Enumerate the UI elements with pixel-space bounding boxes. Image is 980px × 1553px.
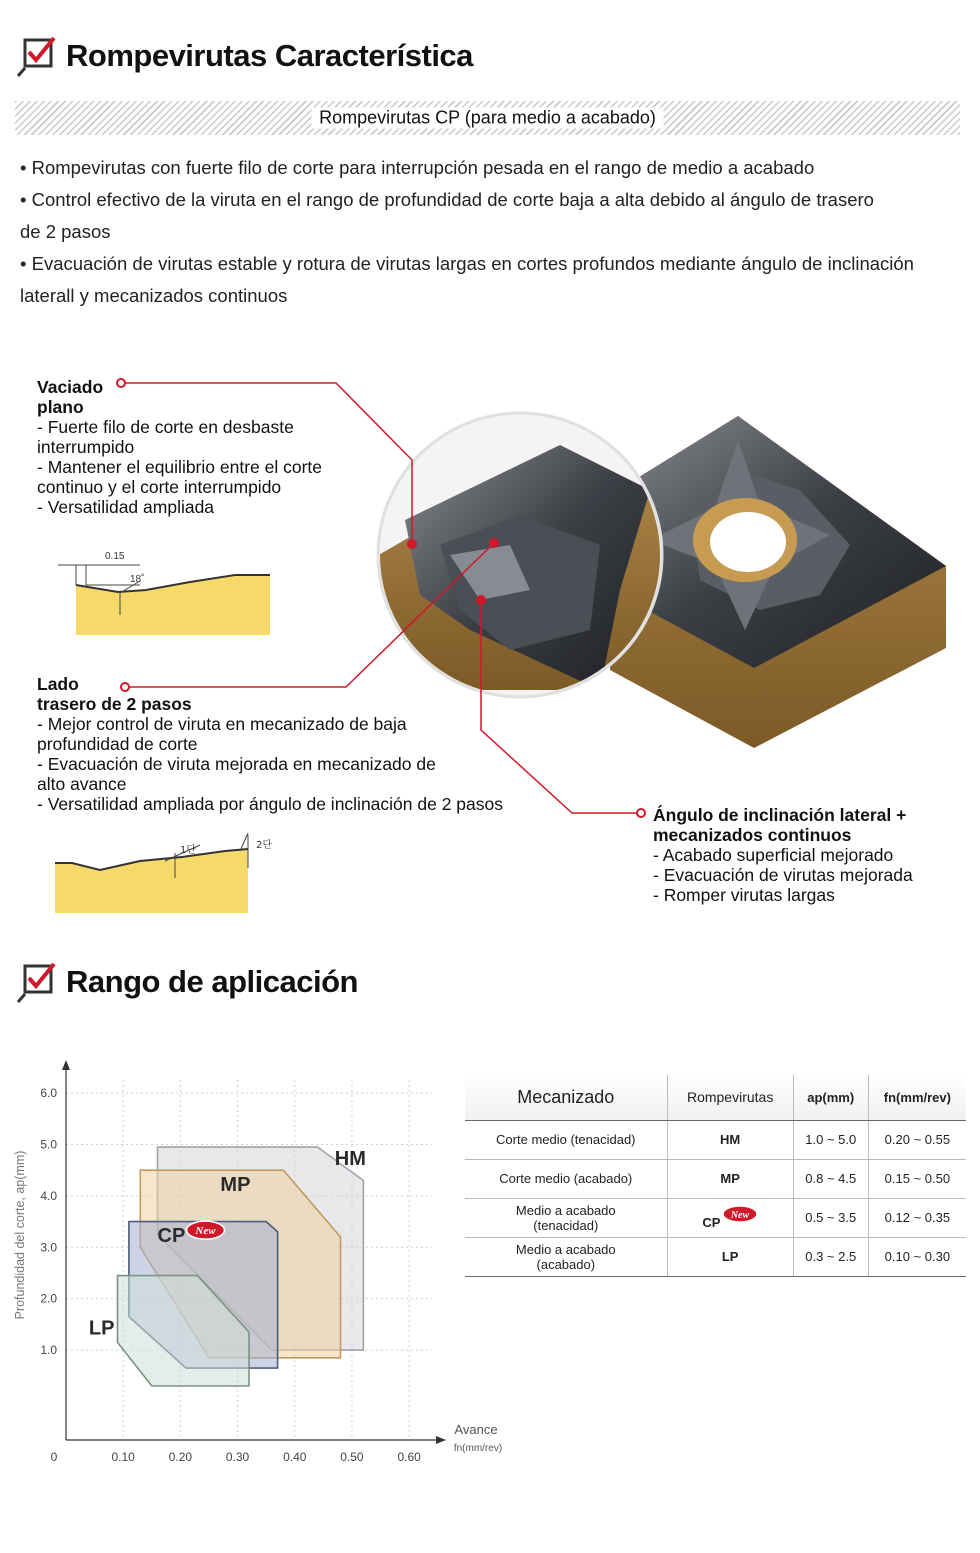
series-label-lp: LP [88,1317,115,1340]
callout-title: Ángulo de inclinación lateral + [653,805,907,825]
cell-ap: 0.3 ~ 2.5 [793,1237,868,1276]
callout-line: - Mejor control de viruta en mecanizado de baja [37,714,407,734]
series-label-hm: HM [334,1148,366,1171]
callout-line: continuo y el corte interrumpido [37,477,282,497]
angle-label: 18˚ [130,574,145,585]
application-table [465,1075,966,1277]
step1-label: 1단 [180,845,197,856]
feature-bullets [20,152,960,312]
cell-ap: 0.5 ~ 3.5 [793,1198,868,1237]
table-row [465,1159,966,1198]
dim-label: 0.15 [105,551,125,562]
y-axis-label: Profundidad del corte, ap(mm) [13,1150,27,1320]
section-header-features [16,34,473,78]
cell-chipbreaker: HM [667,1120,793,1159]
callout-line: - Evacuación de viruta mejorada en mecanizado de [37,754,436,774]
bullet-line: • Control efectivo de la viruta en el rango de profundidad de corte baja a alta debido al ángulo de trasero [20,189,874,210]
x-tick-label: 0 [50,1450,58,1464]
cell-fn: 0.12 ~ 0.35 [868,1198,966,1237]
callout-two-step-back [37,674,503,814]
series-label-mp: MP [220,1173,251,1196]
y-tick-label: 1.0 [40,1343,57,1358]
callout-line: - Evacuación de virutas mejorada [653,865,913,885]
bullet-line: • Rompevirutas con fuerte filo de corte para interrupción pesada en el rango de medio a acabado [20,157,815,178]
col-header: Mecanizado [465,1075,667,1120]
application-range-chart [0,1050,520,1490]
col-header: ap(mm) [793,1075,868,1120]
x-tick-label: 0.10 [111,1450,135,1464]
y-tick-label: 3.0 [40,1240,57,1255]
x-tick-label: 0.20 [168,1450,193,1464]
callout-title: plano [37,397,84,417]
cell-machining: Medio a acabado (tenacidad) [465,1198,667,1237]
col-header: Rompevirutas [667,1075,793,1120]
svg-text:New: New [730,1210,750,1221]
new-badge-label: New [195,1225,216,1238]
col-header: fn(mm/rev) [868,1075,966,1120]
y-tick-label: 5.0 [40,1137,57,1152]
callout-line: - Mantener el equilibrio entre el corte [37,457,323,477]
table-row [465,1120,966,1159]
banner [15,101,960,135]
x-tick-label: 0.50 [340,1450,364,1464]
bullet-line: de 2 pasos [20,221,111,242]
callout-side-rake [653,805,913,905]
cell-ap: 1.0 ~ 5.0 [793,1120,868,1159]
callout-line: - Fuerte filo de corte en desbaste [37,417,294,437]
x-axis-arrow [436,1436,446,1444]
table-row [465,1237,966,1276]
x-axis-unit: fn(mm/rev) [453,1443,503,1454]
flat-land-profile-diagram [50,545,280,640]
callout-line: interrumpido [37,437,135,457]
bullet-line: • Evacuación de virutas estable y rotura de virutas largas en cortes profundos mediante ángulo de inclinación [20,253,914,274]
section-title: Rango de aplicación [66,964,358,999]
callout-line: - Versatilidad ampliada [37,497,215,517]
section-header-range [16,960,358,1004]
x-tick-label: 0.30 [225,1450,250,1464]
cell-fn: 0.10 ~ 0.30 [868,1237,966,1276]
table-row [465,1198,966,1237]
checkmark-pen-icon [16,960,56,1004]
callout-title: trasero de 2 pasos [37,694,192,714]
x-tick-label: 0.40 [283,1450,307,1464]
cell-chipbreaker: MP [667,1159,793,1198]
cell-machining: Corte medio (acabado) [465,1159,667,1198]
callout-title: mecanizados continuos [653,825,852,845]
bullet-line: laterall y mecanizados continuos [20,285,288,306]
y-tick-label: 4.0 [40,1188,57,1203]
x-tick-label: 0.60 [397,1450,421,1464]
callout-title: Vaciado [37,377,104,397]
cell-ap: 0.8 ~ 4.5 [793,1159,868,1198]
y-tick-label: 6.0 [40,1086,57,1101]
cell-chipbreaker: LP [667,1237,793,1276]
cell-fn: 0.20 ~ 0.55 [868,1120,966,1159]
callout-line: profundidad de corte [37,734,198,754]
callout-title: Lado [37,674,79,694]
callout-marker [637,809,645,817]
y-tick-label: 2.0 [40,1291,57,1306]
banner-label: Rompevirutas CP (para medio a acabado) [311,108,664,129]
new-badge [722,1205,758,1223]
series-label-cp: CP [157,1225,186,1248]
section-title: Rompevirutas Característica [66,38,473,73]
callout-line: - Romper virutas largas [653,885,835,905]
callout-flat-land [37,377,322,517]
cell-machining: Medio a acabado (acabado) [465,1237,667,1276]
checkmark-pen-icon [16,34,56,78]
callout-line: alto avance [37,774,127,794]
x-axis-label: Avance [454,1422,498,1437]
y-axis-arrow [62,1060,70,1070]
callout-line: - Acabado superficial mejorado [653,845,894,865]
cell-fn: 0.15 ~ 0.50 [868,1159,966,1198]
callout-line: - Versatilidad ampliada por ángulo de inclinación de 2 pasos [37,794,503,814]
step2-label: 2단 [256,840,273,851]
cell-machining: Corte medio (tenacidad) [465,1120,667,1159]
two-step-back-profile-diagram [50,823,280,918]
cell-chipbreaker: CP New [667,1198,793,1237]
